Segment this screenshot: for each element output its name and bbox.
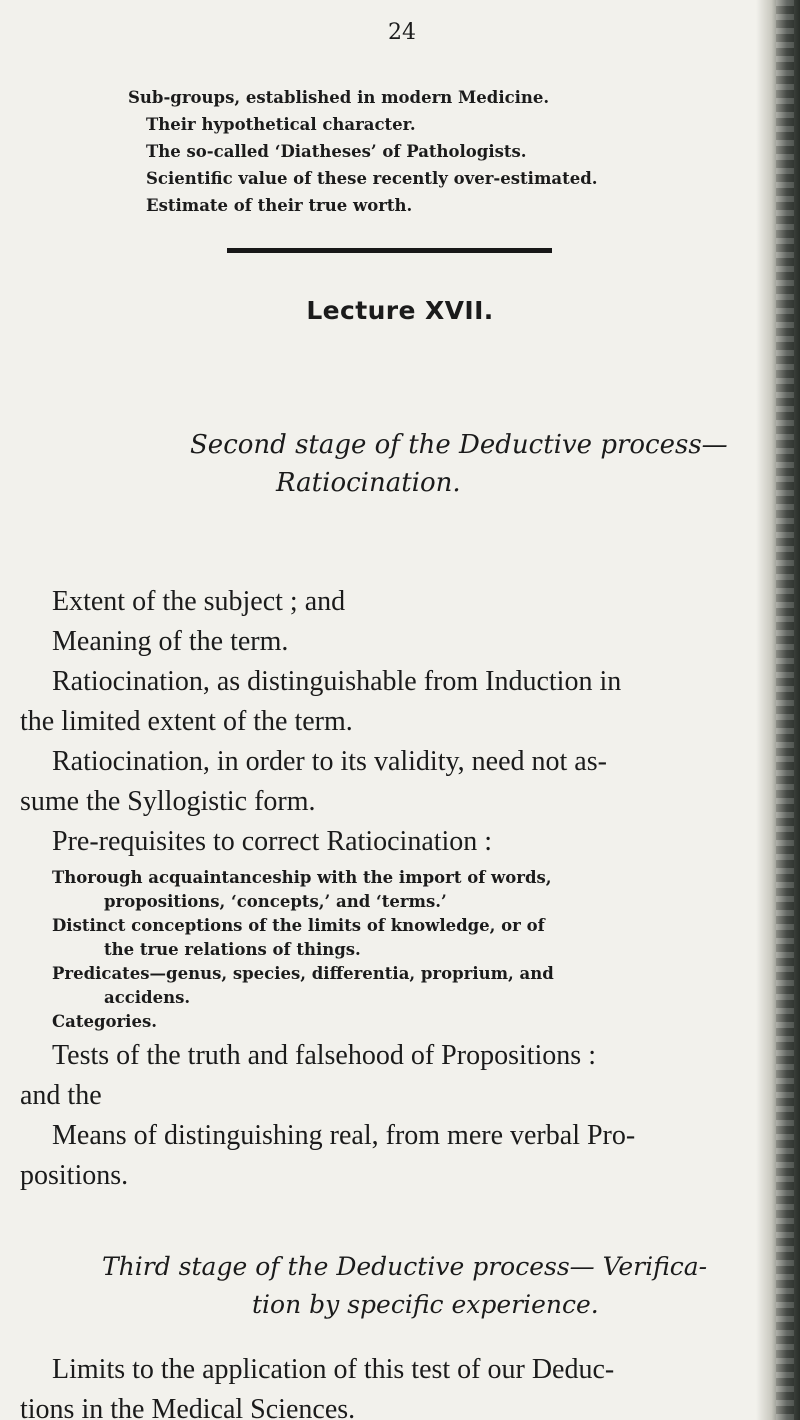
lecture-summary	[128, 84, 748, 219]
closing-line-2: tions in the Medical Sciences.	[20, 1394, 356, 1420]
closing-line-1: Limits to the application of this test of our Deduc-	[52, 1354, 615, 1385]
summary-line-3: The so-called ‘Diatheses’ of Pathologists.	[146, 142, 527, 161]
outline-line-6: sume the Syllogistic form.	[20, 786, 316, 817]
tests-line-2: and the	[20, 1080, 102, 1111]
closing-paragraph	[20, 1350, 762, 1420]
second-stage-heading-line-1: Second stage of the Deductive process—	[190, 430, 728, 460]
page-edge-shadow	[756, 0, 800, 1420]
outline-line-7: Pre-requisites to correct Ratiocination :	[52, 826, 493, 857]
summary-line-1: Sub-groups, established in modern Medicine.	[128, 88, 550, 107]
tests-line-4: positions.	[20, 1160, 129, 1191]
outline-line-5: Ratiocination, in order to its validity, need not as-	[52, 746, 607, 777]
prerequisite-1-line-2: propositions, ‘concepts,’ and ‘terms.’	[104, 892, 447, 911]
page-number: 24	[388, 20, 416, 45]
prerequisite-1-line-1: Thorough acquaintanceship with the import of words,	[52, 868, 552, 887]
summary-line-4: Scientific value of these recently over-estimated.	[146, 169, 598, 188]
tests-section	[20, 1036, 752, 1196]
section-divider	[227, 248, 552, 253]
outline-line-2: Meaning of the term.	[52, 626, 289, 657]
outline-line-4: the limited extent of the term.	[20, 706, 353, 737]
third-stage-heading	[102, 1248, 782, 1324]
summary-line-5: Estimate of their true worth.	[146, 196, 413, 215]
prerequisite-2-line-2: the true relations of things.	[104, 940, 361, 959]
outline-line-3: Ratiocination, as distinguishable from Induction in	[52, 666, 622, 697]
third-stage-heading-line-2: tion by specific experience.	[252, 1290, 599, 1319]
lecture-title: Lecture XVII.	[306, 296, 494, 325]
prerequisite-2-line-1: Distinct conceptions of the limits of knowledge, or of	[52, 916, 545, 935]
prerequisite-4: Categories.	[52, 1012, 157, 1031]
prerequisite-3-line-2: accidens.	[104, 988, 191, 1007]
summary-line-2: Their hypothetical character.	[146, 115, 416, 134]
tests-line-3: Means of distinguishing real, from mere verbal Pro-	[52, 1120, 636, 1151]
second-stage-heading-line-2: Ratiocination.	[276, 468, 461, 498]
prerequisites-list	[52, 866, 752, 1034]
outline-line-1: Extent of the subject ; and	[52, 586, 346, 617]
lecture-outline-text	[20, 582, 752, 1196]
second-stage-heading	[190, 426, 728, 502]
prerequisite-3-line-1: Predicates—genus, species, differentia, proprium, and	[52, 964, 554, 983]
third-stage-heading-line-1: Third stage of the Deductive process— Verifica-	[102, 1252, 708, 1281]
tests-line-1: Tests of the truth and falsehood of Propositions :	[52, 1040, 596, 1071]
